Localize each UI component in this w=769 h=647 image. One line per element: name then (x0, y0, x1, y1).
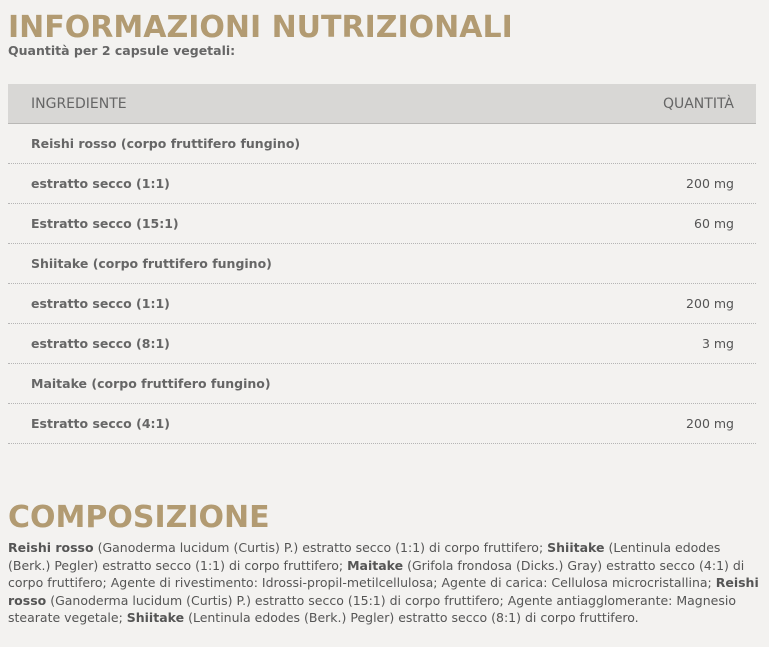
row-quantity: 200 mg (686, 176, 734, 191)
header-ingredient: INGREDIENTE (31, 95, 127, 112)
composition-bold: Maitake (347, 557, 404, 573)
composition-part: (Ganoderma lucidum (Curtis) P.) estratto secco (1:1) di corpo fruttifero; (93, 540, 548, 555)
nutrition-table (8, 84, 756, 444)
header-quantity: QUANTITÀ (662, 95, 734, 112)
row-ingredient: estratto secco (8:1) (31, 336, 170, 351)
row-ingredient: Reishi rosso (corpo fruttifero fungino) (31, 136, 301, 151)
table-header (8, 84, 756, 124)
row-ingredient: Maitake (corpo fruttifero fungino) (31, 376, 271, 391)
composition-part: (Grifola frondosa (Dicks.) Gray) estratto secco (4:1) di corpo fruttifero; Agente di rivestimento: Idrossi-propil-metilcellulosa; Agente di carica: Cellulosa microcristallina; (8, 557, 745, 590)
composition-bold: Shiitake (126, 610, 185, 625)
table-row (8, 164, 756, 204)
row-quantity: 60 mg (694, 216, 734, 231)
nutrition-subtitle: Quantità per 2 capsule vegetali: (8, 43, 236, 58)
table-row (8, 284, 756, 324)
composition-part: (Lentinula edodes (Berk.) Pegler) estratto secco (1:1) di corpo fruttifero; (8, 540, 721, 573)
table-row (8, 364, 756, 404)
composition-title: COMPOSIZIONE (8, 500, 270, 535)
nutrition-title: INFORMAZIONI NUTRIZIONALI (8, 10, 513, 45)
row-ingredient: Shiitake (corpo fruttifero fungino) (31, 256, 272, 271)
composition-text (8, 539, 760, 627)
table-row (8, 204, 756, 244)
composition-part: (Lentinula edodes (Berk.) Pegler) estratto secco (8:1) di corpo fruttifero. (184, 610, 639, 625)
table-row (8, 244, 756, 284)
table-row (8, 404, 756, 444)
row-ingredient: Estratto secco (4:1) (31, 416, 170, 431)
table-row (8, 324, 756, 364)
row-quantity: 3 mg (701, 336, 734, 351)
row-quantity: 200 mg (686, 296, 734, 311)
composition-bold: Reishi rosso (8, 540, 94, 555)
row-quantity: 200 mg (686, 416, 734, 431)
row-ingredient: estratto secco (1:1) (31, 296, 170, 311)
table-row (8, 124, 756, 164)
composition-bold: Shiitake (547, 540, 605, 555)
composition-bold: Reishi rosso (8, 575, 759, 608)
row-ingredient: Estratto secco (15:1) (31, 216, 179, 231)
composition-part: (Ganoderma lucidum (Curtis) P.) estratto secco (15:1) di corpo fruttifero; Agente antiagglomerante: Magnesio stearate vegetale; (8, 592, 736, 625)
row-ingredient: estratto secco (1:1) (31, 176, 170, 191)
